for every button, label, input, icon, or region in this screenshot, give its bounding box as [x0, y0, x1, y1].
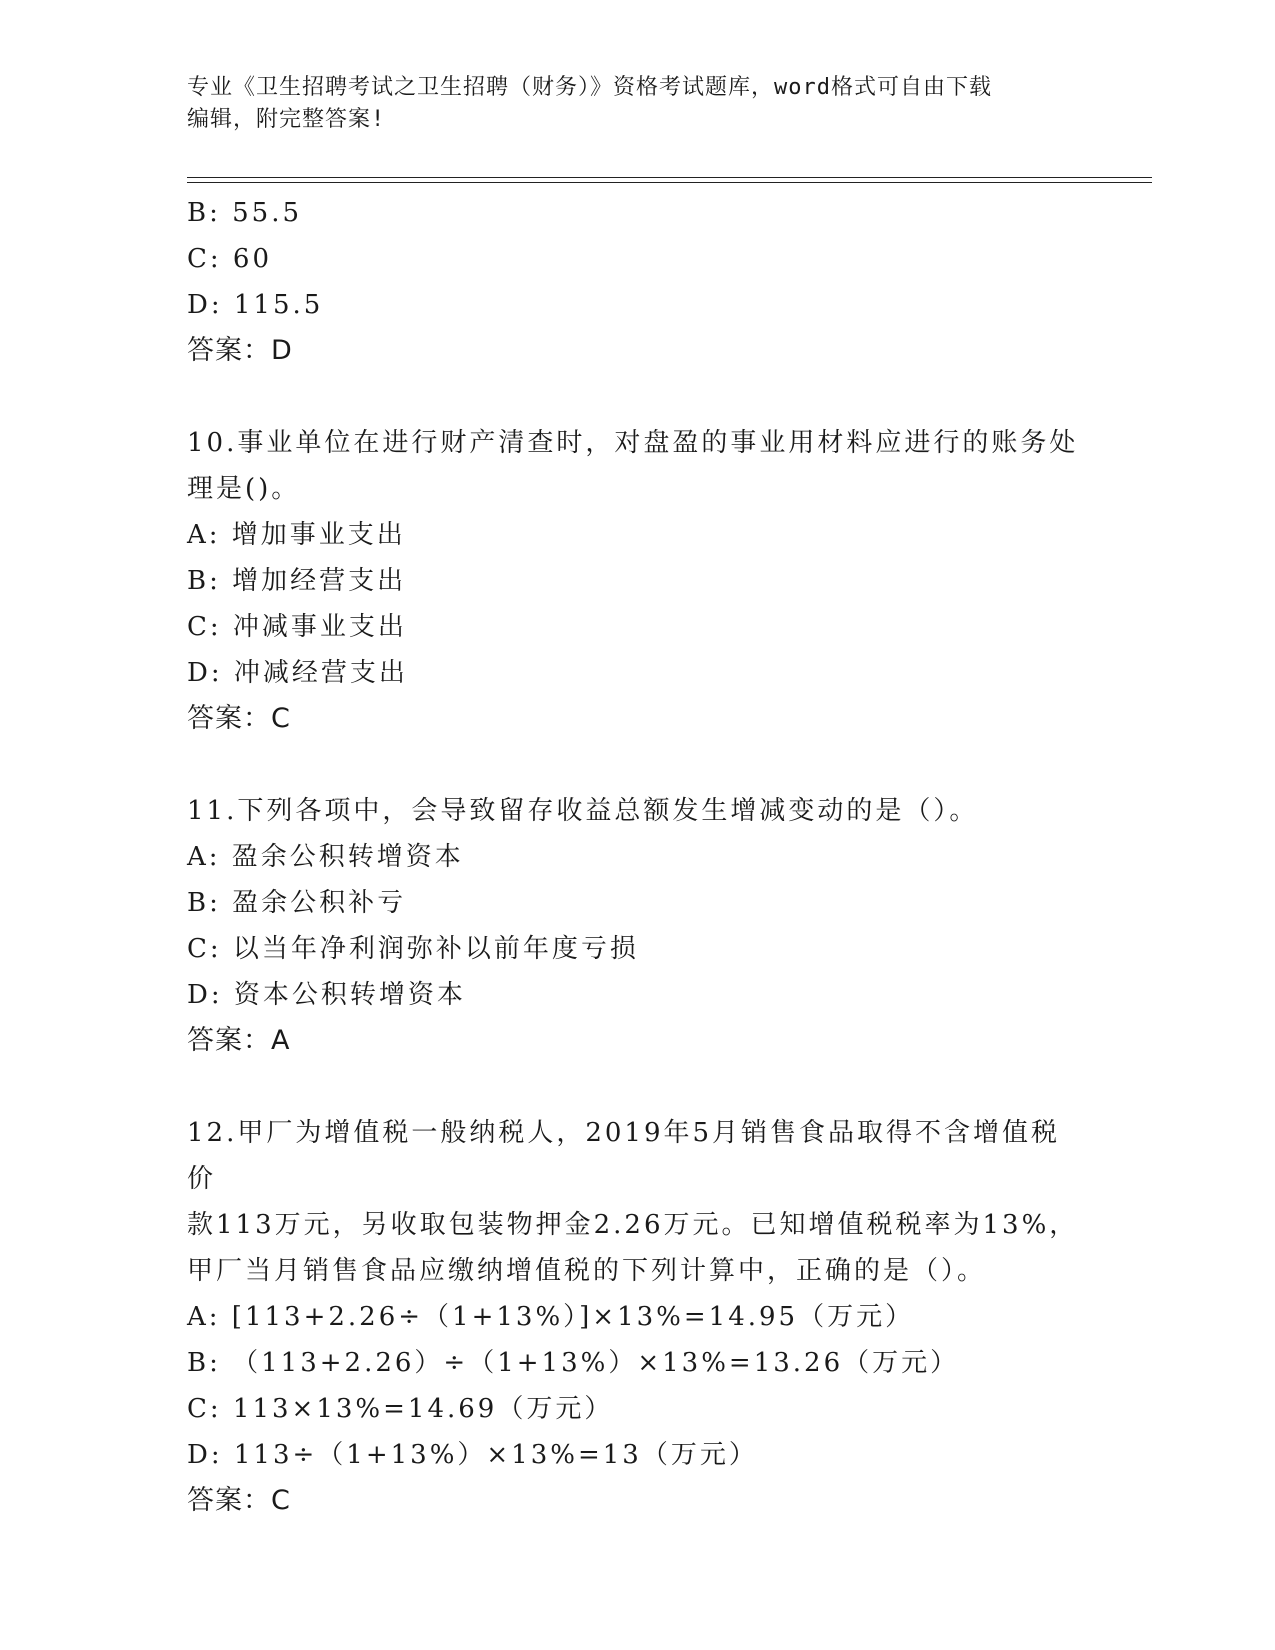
option-c: C: 以当年净利润弥补以前年度亏损	[187, 934, 639, 964]
option-a: A: 盈余公积转增资本	[187, 842, 464, 872]
option-b: B: 盈余公积补亏	[187, 888, 407, 918]
question-9	[187, 190, 1087, 374]
header-rule-bottom	[187, 182, 1152, 183]
question-title-line: 10.事业单位在进行财产清查时，对盘盈的事业用材料应进行的账务处	[187, 428, 1079, 458]
document-header	[187, 72, 1087, 136]
document-body	[187, 190, 1087, 1524]
option-d: D: 资本公积转增资本	[187, 980, 466, 1010]
option-c: C: 冲减事业支出	[187, 612, 407, 642]
answer: 答案：A	[187, 1025, 291, 1056]
option-b: B: （113+2.26）÷（1+13%）×13%=13.26（万元）	[187, 1348, 960, 1378]
question-title-line: 理是()。	[187, 474, 301, 504]
question-12	[187, 1110, 1087, 1524]
header-rule-top	[187, 177, 1152, 178]
option-b: B: 增加经营支出	[187, 566, 407, 596]
question-10	[187, 420, 1087, 742]
option-d: D: 115.5	[187, 290, 324, 320]
answer: 答案：C	[187, 1485, 291, 1516]
question-title	[187, 788, 1087, 834]
question-title-line: 款113万元，另收取包装物押金2.26万元。已知增值税税率为13%，	[187, 1210, 1079, 1240]
option-b: B: 55.5	[187, 198, 303, 228]
option-c: C: 60	[187, 244, 273, 274]
option-c: C: 113×13%=14.69（万元）	[187, 1394, 614, 1424]
option-d: D: 113÷（1+13%）×13%=13（万元）	[187, 1440, 758, 1470]
question-title	[187, 1110, 1087, 1294]
option-a: A: 增加事业支出	[187, 520, 406, 550]
answer: 答案：D	[187, 335, 293, 366]
header-line-1: 专业《卫生招聘考试之卫生招聘（财务）》资格考试题库，word格式可自由下载	[187, 75, 992, 100]
option-a: A: [113+2.26÷（1+13%）]×13%=14.95（万元）	[187, 1302, 915, 1332]
header-line-2: 编辑，附完整答案!	[187, 107, 386, 132]
answer: 答案：C	[187, 703, 291, 734]
question-11	[187, 788, 1087, 1064]
question-title	[187, 420, 1087, 512]
option-d: D: 冲减经营支出	[187, 658, 408, 688]
question-title-line: 12.甲厂为增值税一般纳税人，2019年5月销售食品取得不含增值税价	[187, 1118, 1061, 1194]
question-title-line: 11.下列各项中，会导致留存收益总额发生增减变动的是（）。	[187, 796, 979, 826]
question-title-line: 甲厂当月销售食品应缴纳增值税的下列计算中，正确的是（）。	[187, 1256, 987, 1286]
